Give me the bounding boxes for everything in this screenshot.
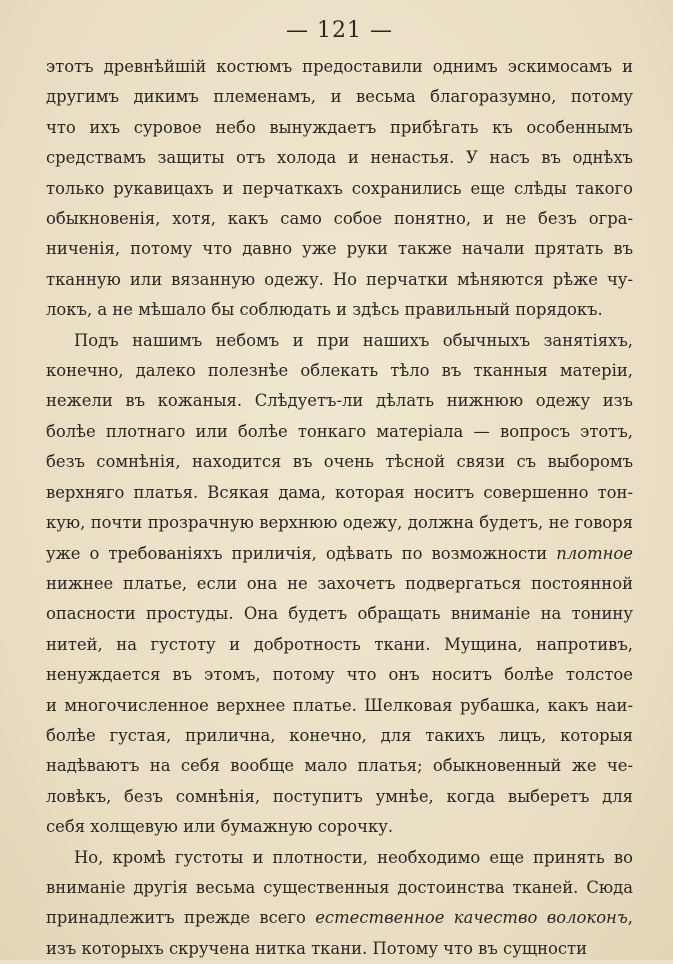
text-segment: ниченія, потому что давно уже руки также начали прятать въ [46,239,633,259]
text-segment: надѣваютъ на себя вообще мало платья; обыкновенный же че- [46,756,633,776]
text-line [46,508,633,538]
text-line [46,52,633,82]
text-line [46,569,633,599]
text-line [46,447,633,477]
text-line [46,873,633,903]
text-segment: верхняго платья. Всякая дама, которая носитъ совершенно тон- [46,482,633,502]
text-segment: средствамъ защиты отъ холода и ненастья. У насъ въ однѣхъ [46,148,633,168]
text-segment: что ихъ суровое небо вынуждаетъ прибѣгать къ особеннымъ [46,117,633,137]
text-line [46,599,633,629]
text-segment: нежели въ кожаныя. Слѣдуетъ-ли дѣлать нижнюю одежу изъ [46,391,633,411]
text-segment: обыкновенія, хотя, какъ само собое понятно, и не безъ огра- [46,209,633,229]
text-segment: болѣе густая, прилична, конечно, для такихъ лицъ, которыя [46,725,633,745]
text-line [46,174,633,204]
text-line [46,82,633,112]
text-segment: безъ сомнѣнія, находится въ очень тѣсной связи съ выборомъ [46,452,633,472]
text-line [46,326,633,356]
text-segment: принадлежитъ прежде всего [46,908,316,928]
text-segment: и многочисленное верхнее платье. Шелковая рубашка, какъ наи- [46,695,633,715]
text-line [46,356,633,386]
text-line [46,295,633,325]
text-line [46,751,633,781]
text-line [46,934,633,964]
text-line [46,903,633,933]
text-segment: только рукавицахъ и перчаткахъ сохранились еще слѣды такого [46,178,633,198]
text-line [46,386,633,416]
text-segment: ненуждается въ этомъ, потому что онъ носитъ болѣе толстое [46,665,633,685]
paragraph [46,326,633,843]
text-line [46,143,633,173]
text-segment: нижнее платье, если она не захочетъ подвергаться постоянной [46,573,633,593]
text-line [46,721,633,751]
text-segment: тканную или вязанную одежу. Но перчатки мѣняются рѣже чу- [46,269,633,289]
text-segment: опасности простуды. Она будетъ обращать вниманіе на тонину [46,604,633,624]
text-segment: себя холщевую или бумажную сорочку. [46,817,394,837]
text-line [46,478,633,508]
text-line [46,782,633,812]
page-number: — 121 — [286,18,393,43]
text-segment: уже о требованіяхъ приличія, одѣвать по возможности [46,543,557,563]
text-line [46,234,633,264]
page-text [46,52,633,964]
text-line [46,660,633,690]
text-segment: , [627,908,633,928]
text-segment: Подъ нашимъ небомъ и при нашихъ обычныхъ занятіяхъ, [74,330,633,350]
paragraph [46,843,633,964]
text-line [46,630,633,660]
text-segment: кую, почти прозрачную верхнюю одежу, должна будетъ, не говоря [46,513,633,533]
text-segment: конечно, далеко полезнѣе облекать тѣло въ тканныя матеріи, [46,361,633,381]
text-line [46,204,633,234]
text-segment: вниманіе другія весьма существенныя достоинства тканей. Сюда [46,877,633,897]
text-line [46,539,633,569]
text-segment: болѣе плотнаго или болѣе тонкаго матеріала — вопросъ этотъ, [46,421,633,441]
text-segment: локъ, а не мѣшало бы соблюдать и здѣсь правильный порядокъ. [46,300,603,320]
paragraph [46,52,633,326]
text-segment: изъ которыхъ скручена нитка ткани. Потому что въ сущности [46,938,588,958]
italic-text: плотное [556,543,633,563]
text-line [46,691,633,721]
text-segment: Но, кромѣ густоты и плотности, необходимо еще принять во [74,847,633,867]
text-segment: этотъ древнѣйшій костюмъ предоставили однимъ эскимосамъ и [46,57,633,76]
text-line [46,812,633,842]
text-segment: другимъ дикимъ племенамъ, и весьма благоразумно, потому [46,87,633,107]
italic-text: естественное качество волоконъ [315,908,628,928]
text-line [46,265,633,295]
text-segment: ловѣкъ, безъ сомнѣнія, поступитъ умнѣе, когда выберетъ для [46,786,633,806]
text-segment: нитей, на густоту и добротность ткани. Мущина, напротивъ, [46,634,633,654]
text-line [46,417,633,447]
text-line [46,113,633,143]
text-line [46,843,633,873]
